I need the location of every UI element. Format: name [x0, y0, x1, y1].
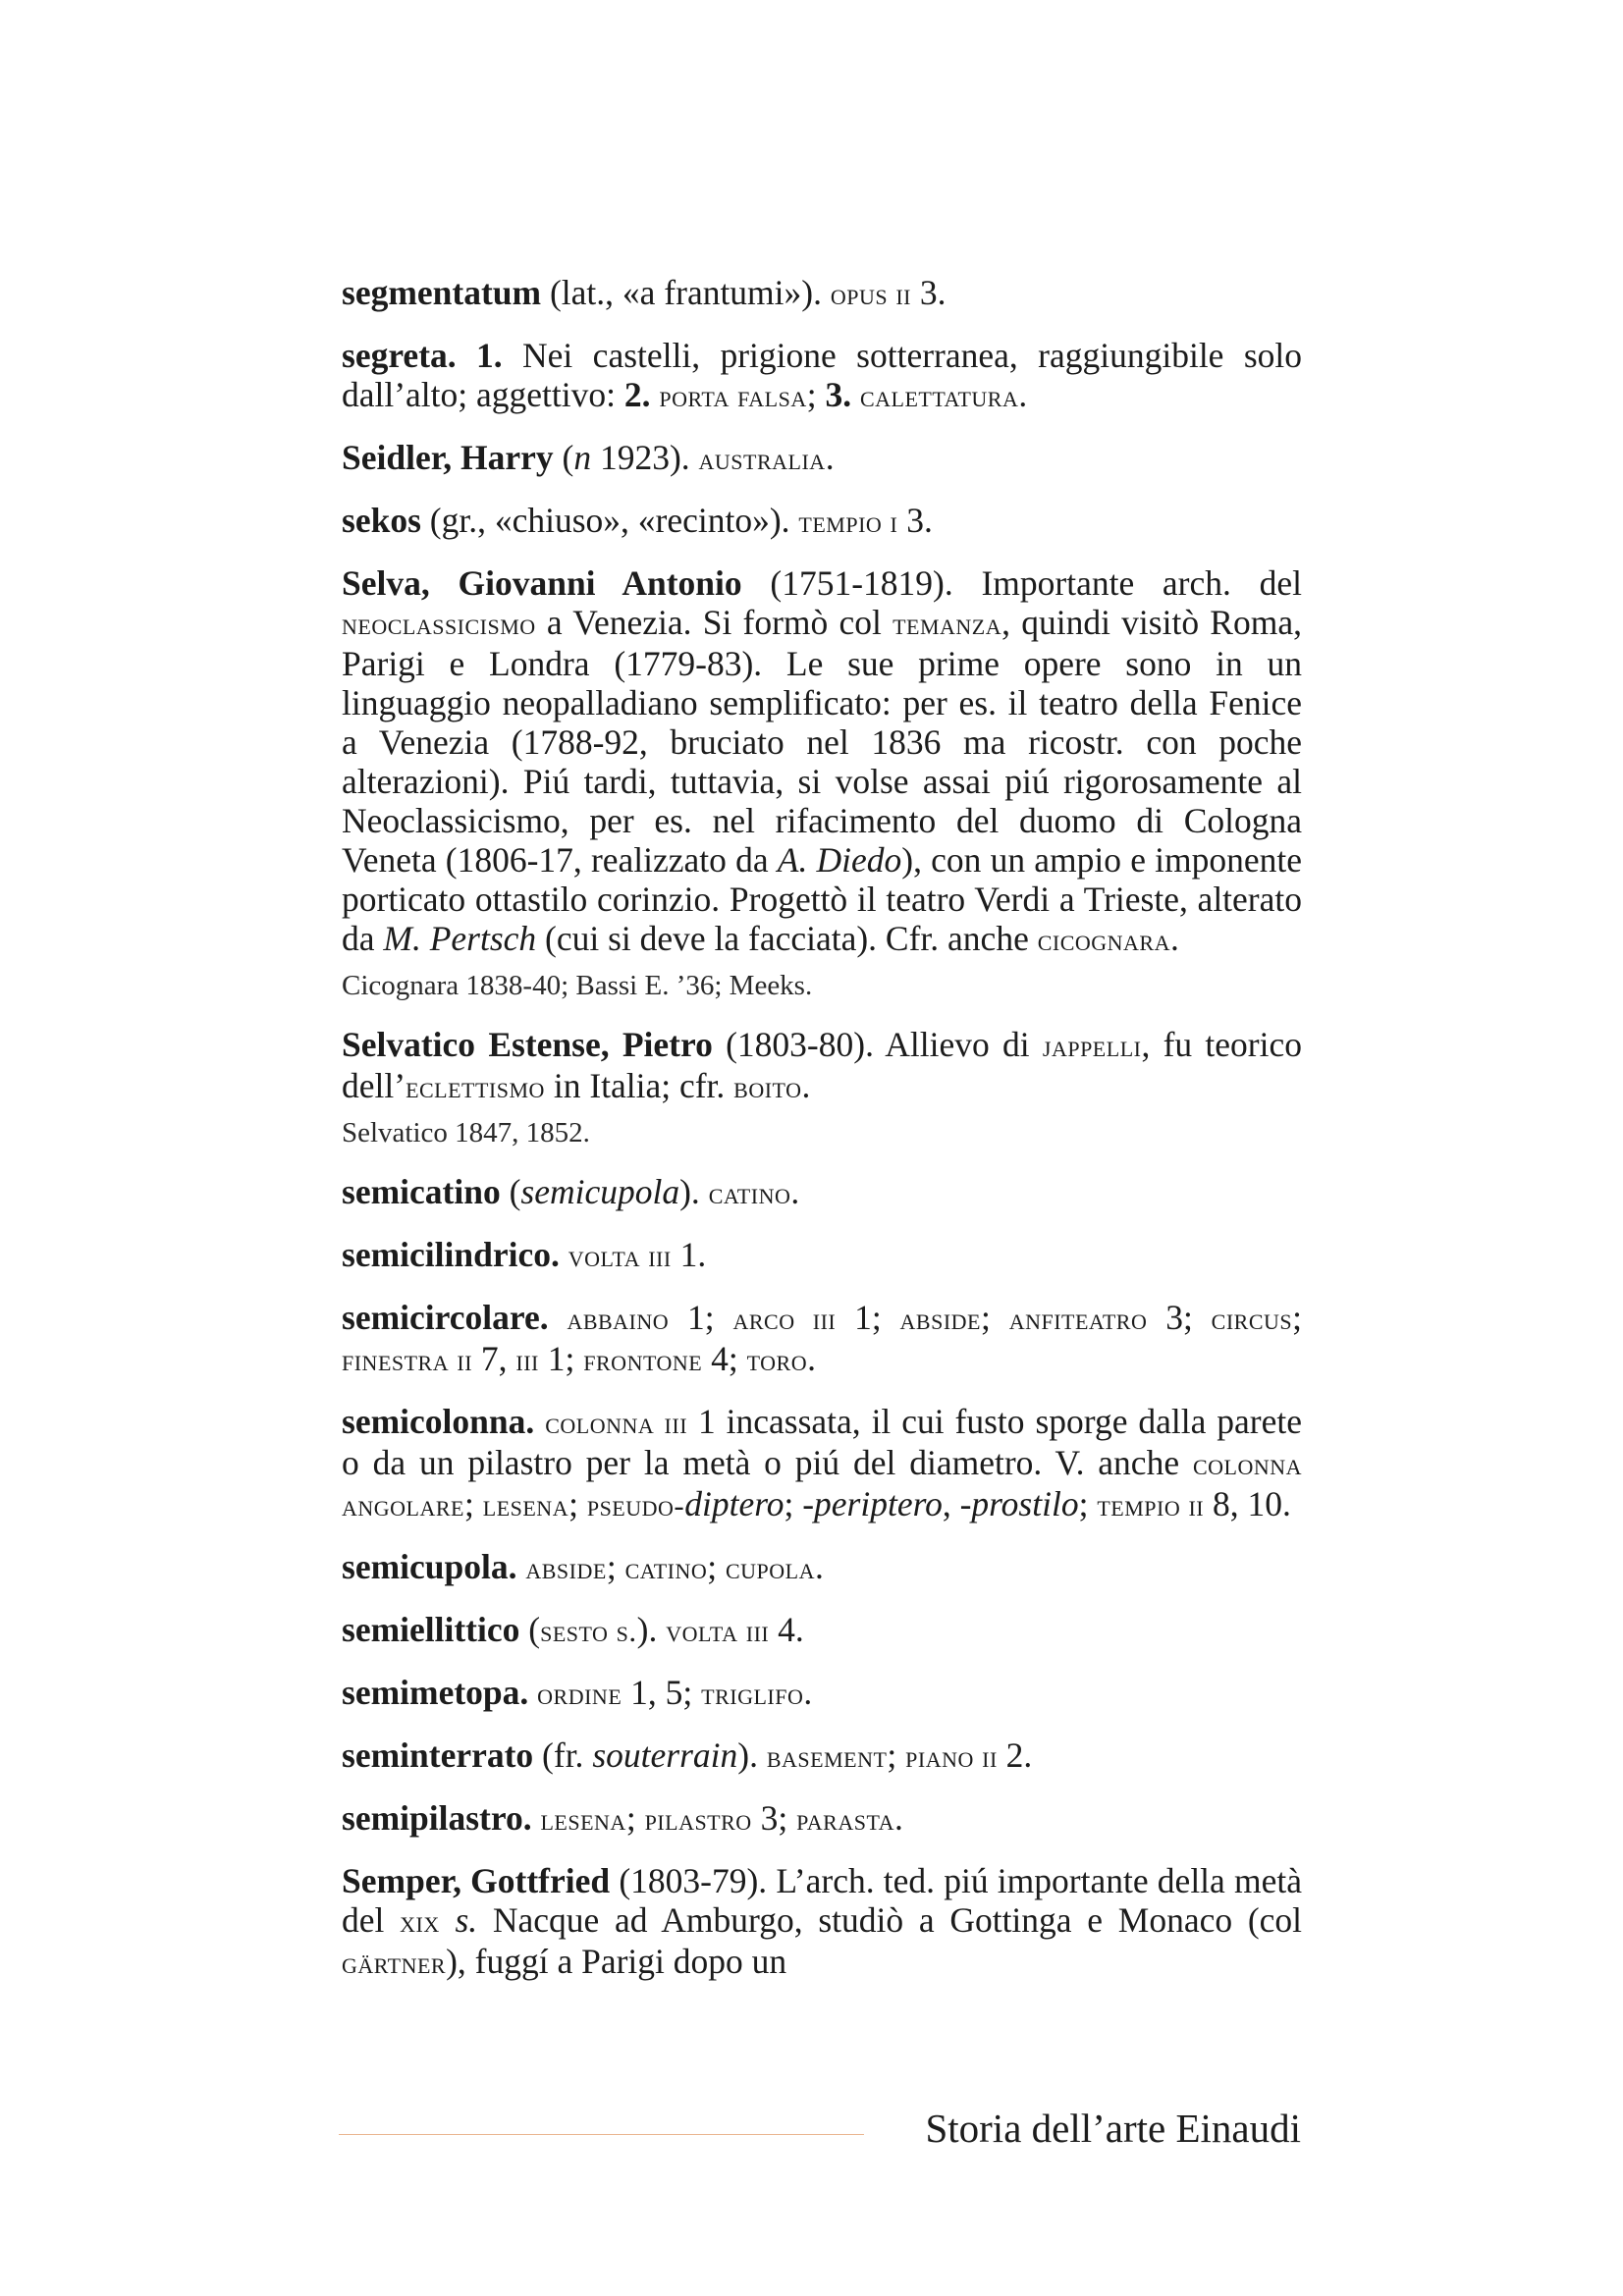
entry-text: ( — [500, 1172, 521, 1211]
entry-text: ( — [553, 438, 574, 477]
cross-reference: frontone — [583, 1343, 703, 1377]
entry-headword: semicircolare. — [342, 1298, 549, 1337]
entry-text: 1; — [538, 1339, 584, 1378]
dictionary-entry — [342, 273, 1302, 314]
entry-text: Nacque ad Amburgo, studiò a Gottinga e Monaco (col — [477, 1900, 1303, 1940]
entry-text: Nei castelli, prigione sotterranea, raggiungibile solo dall’alto; aggettivo: — [342, 336, 1302, 414]
entry-text: 1, 5; — [622, 1673, 702, 1712]
entry-text: 1; — [669, 1298, 733, 1337]
cross-reference: jappelli — [1042, 1029, 1142, 1063]
cross-reference: lesena — [540, 1802, 626, 1837]
cross-reference: triglifo — [701, 1677, 804, 1711]
dictionary-entry — [342, 1235, 1302, 1276]
entry-text: ; — [1292, 1298, 1303, 1337]
entry-text: (gr., «chiuso», «recinto»). — [420, 501, 799, 540]
cross-reference: eclettismo — [406, 1070, 545, 1104]
entry-text: 4. — [769, 1610, 804, 1649]
entry-text: ; — [625, 1798, 645, 1838]
entry-text: ). — [636, 1610, 667, 1649]
entry-headword: Seidler, Harry — [342, 438, 554, 477]
entry-text: in Italia; cfr. — [544, 1066, 734, 1105]
italic-text: s. — [455, 1900, 478, 1940]
entry-text: 2. — [997, 1735, 1033, 1775]
cross-reference: volta iii — [666, 1614, 770, 1648]
cross-reference: xix — [400, 1904, 440, 1939]
entry-text: 3. — [897, 501, 933, 540]
entry-text: a Venezia. Si formò col — [535, 603, 893, 642]
entry-headword: semicilindrico. — [342, 1235, 560, 1274]
dictionary-entry — [342, 1025, 1302, 1107]
cross-reference: abbaino — [567, 1302, 670, 1336]
entry-text: 1 incassata, il cui fusto sporge dalla parete o da un pilastro per la metà o piú del diametro. V. anche — [342, 1402, 1303, 1482]
entry-headword: Selva, Giovanni Antonio — [342, 563, 742, 603]
entry-text — [440, 1900, 456, 1940]
entry-text: ; — [887, 1735, 906, 1775]
dictionary-entry — [342, 1735, 1302, 1777]
cross-reference: pilastro — [644, 1802, 752, 1837]
entry-headword: sekos — [342, 501, 421, 540]
dictionary-entry — [342, 563, 1302, 960]
cross-reference: circus — [1211, 1302, 1293, 1336]
cross-reference: cicognara — [1037, 923, 1170, 957]
cross-reference: lesena — [482, 1488, 569, 1522]
entry-number: 2. — [623, 375, 651, 414]
cross-reference: piano ii — [905, 1739, 998, 1774]
dictionary-entry — [342, 1402, 1302, 1525]
entry-headword: seminterrato — [342, 1735, 534, 1775]
cross-reference: gärtner — [342, 1946, 447, 1980]
entry-text: , quindi visitò Roma, Parigi e Londra (1779-83). Le sue prime opere sono in un linguaggio neopalladiano semplificato: per es. il teatro della Fenice a Venezia (1788-92, bruciato nel 1836 ma ricostr. con poche alterazioni). Piú tardi, tuttavia, si volse assai piú rigorosamente al Neoclassicismo, per es. nel rifacimento del duomo di Cologna Veneta (1806-17, realizzato da — [342, 603, 1302, 880]
cross-reference: iii — [515, 1343, 539, 1377]
cross-reference: basement — [766, 1739, 888, 1774]
italic-text: -prostilo — [959, 1484, 1079, 1523]
entry-headword: semiellittico — [342, 1610, 520, 1649]
entry-text: . — [807, 1339, 816, 1378]
entry-text: ), con un ampio e imponente porticato ottastilo corinzio. Progettò il teatro Verdi a Trieste, alterato da — [342, 840, 1302, 958]
entry-text: 3. — [911, 273, 947, 312]
entry-text — [851, 375, 860, 414]
dictionary-entry — [342, 1798, 1302, 1840]
dictionary-entry — [342, 336, 1302, 416]
entry-text: ; — [707, 1547, 726, 1586]
entry-headword: Semper, Gottfried — [342, 1861, 611, 1900]
entry-text: (lat., «a frantumi»). — [541, 273, 831, 312]
footer-rule — [339, 2134, 864, 2135]
entry-text: Cicognara 1838-40; Bassi E. ’36; Meeks. — [342, 970, 813, 1001]
cross-reference: anfiteatro — [1008, 1302, 1148, 1336]
entry-number: 3. — [825, 375, 852, 414]
entry-text: ; — [981, 1298, 1009, 1337]
entry-text: . — [801, 1066, 811, 1105]
cross-reference: parasta — [796, 1802, 895, 1837]
italic-text: M. Pertsch — [383, 919, 537, 958]
cross-reference: cupola — [726, 1551, 816, 1585]
entry-headword: semimetopa. — [342, 1673, 529, 1712]
cross-reference: sesto s. — [540, 1614, 637, 1648]
entry-text: 1; — [836, 1298, 900, 1337]
entry-text: ). — [679, 1172, 709, 1211]
entry-text — [528, 1673, 537, 1712]
entry-text — [549, 1298, 568, 1337]
entry-text: 3; — [751, 1798, 797, 1838]
entry-text: ; — [568, 1484, 587, 1523]
cross-reference: tempio ii — [1097, 1488, 1205, 1522]
entry-text: Selvatico 1847, 1852. — [342, 1117, 590, 1148]
dictionary-entry — [342, 1610, 1302, 1651]
entry-text: , fu teorico dell’ — [342, 1025, 1302, 1105]
entry-headword: Selvatico Estense, Pietro — [342, 1025, 713, 1064]
entry-text: (fr. — [533, 1735, 593, 1775]
entry-text: ; — [1078, 1484, 1098, 1523]
cross-reference: neoclassicismo — [342, 607, 536, 641]
cross-reference: tempio i — [798, 505, 898, 539]
footer-title: Storia dell’arte Einaudi — [925, 2106, 1301, 2151]
entry-text: 3; — [1147, 1298, 1212, 1337]
entry-text — [560, 1235, 568, 1274]
entry-text: . — [1170, 919, 1179, 958]
cross-reference: toro — [746, 1343, 808, 1377]
entry-headword: semicatino — [342, 1172, 501, 1211]
cross-reference: volta iii — [568, 1239, 672, 1273]
cross-reference: abside — [525, 1551, 607, 1585]
cross-reference: boito — [733, 1070, 802, 1104]
cross-reference: opus ii — [830, 277, 912, 311]
entry-text: . — [894, 1798, 903, 1838]
dictionary-entry — [342, 1673, 1302, 1714]
entry-text: 7, — [472, 1339, 516, 1378]
entry-text: (cui si deve la facciata). Cfr. anche — [536, 919, 1038, 958]
cross-reference: calettatura — [859, 379, 1019, 413]
entry-text: (1803-80). Allievo di — [712, 1025, 1043, 1064]
cross-reference: arco iii — [732, 1302, 837, 1336]
entry-text: 1923). — [591, 438, 699, 477]
cross-reference: catino — [708, 1176, 791, 1210]
dictionary-entry — [342, 501, 1302, 542]
entry-text: ; — [464, 1484, 483, 1523]
entry-text: ; — [806, 375, 826, 414]
italic-text: -periptero — [802, 1484, 943, 1523]
cross-reference: porta falsa — [659, 379, 807, 413]
entry-text: 4; — [702, 1339, 747, 1378]
dictionary-entry — [342, 1172, 1302, 1213]
entry-text: . — [803, 1673, 813, 1712]
cross-reference: pseudo- — [586, 1488, 685, 1522]
cross-reference: finestra ii — [342, 1343, 473, 1377]
italic-text: souterrain — [592, 1735, 738, 1775]
entry-text: , — [942, 1484, 960, 1523]
entry-text: 1. — [671, 1235, 707, 1274]
entry-headword: semicupola. — [342, 1547, 517, 1586]
bibliography-line — [342, 968, 1302, 1003]
cross-reference: australia — [698, 442, 826, 476]
cross-reference: colonna iii — [545, 1406, 688, 1440]
entry-text: . — [825, 438, 835, 477]
italic-text: A. Diedo — [777, 840, 902, 880]
entry-headword: segmentatum — [342, 273, 542, 312]
dictionary-entry — [342, 438, 1302, 479]
cross-reference: temanza — [893, 607, 1002, 641]
entry-headword: segreta. 1. — [342, 336, 503, 375]
cross-reference: colonna angolare — [342, 1447, 1302, 1522]
dictionary-entry — [342, 1298, 1302, 1380]
entry-text: ; — [784, 1484, 803, 1523]
entry-text: ), fuggí a Parigi dopo un — [446, 1942, 787, 1981]
bibliography-line — [342, 1115, 1302, 1150]
entry-headword: semicolonna. — [342, 1402, 535, 1441]
entry-text: (1803-79). L’arch. ted. piú importante della metà del — [342, 1861, 1302, 1940]
dictionary-entry — [342, 1861, 1302, 1983]
entry-text: . — [1018, 375, 1028, 414]
entry-text — [534, 1402, 545, 1441]
entry-headword: semipilastro. — [342, 1798, 532, 1838]
italic-text: n — [573, 438, 592, 477]
italic-text: diptero — [684, 1484, 784, 1523]
dictionary-page — [342, 273, 1302, 2004]
page-footer — [339, 2099, 1301, 2158]
cross-reference: catino — [624, 1551, 708, 1585]
entry-text: . — [815, 1547, 824, 1586]
cross-reference: ordine — [537, 1677, 622, 1711]
entry-text: 8, 10. — [1204, 1484, 1291, 1523]
entry-text: . — [790, 1172, 800, 1211]
entry-text: ( — [519, 1610, 541, 1649]
entry-text: (1751-1819). Importante arch. del — [741, 563, 1302, 603]
dictionary-entry — [342, 1547, 1302, 1588]
entry-text: ; — [606, 1547, 625, 1586]
italic-text: semicupola — [520, 1172, 680, 1211]
entry-text: ). — [737, 1735, 767, 1775]
cross-reference: abside — [899, 1302, 981, 1336]
